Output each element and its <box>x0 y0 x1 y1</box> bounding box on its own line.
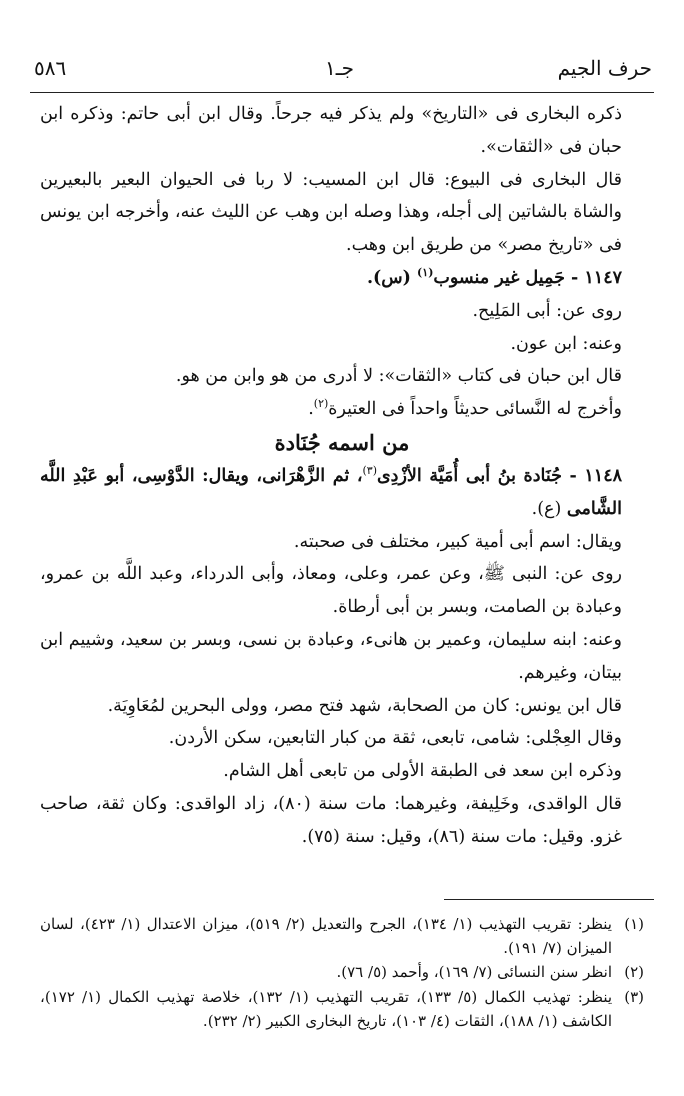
footnote <box>40 960 644 984</box>
entry-1148-narrated-from: روى عن: النبى ﷺ، وعن عمر، وعلى، ومعاذ، وأبى الدرداء، وعبد اللَّه بن عمرو، وعبادة بن الصامت، وبسر بن أبى أرطاة. <box>40 564 622 618</box>
entry-1148-waqidi: قال الواقدى، وخَلِيفة، وغيرهما: مات سنة (٨٠)، زاد الواقدى: وكان ثقة، صاحب غزو. وقيل: مات سنة (٨٦)، وقيل: سنة (٧٥). <box>40 793 622 847</box>
section-heading: حرف الجيم <box>557 56 652 80</box>
entry-1147-narrators: وعنه: ابن عون. <box>510 333 622 354</box>
footnote <box>40 912 644 960</box>
entry-1147-ibn-hibban: قال ابن حبان فى كتاب «الثقات»: لا أدرى من هو وابن من هو. <box>175 366 622 387</box>
volume-label: جـ١ <box>325 56 354 80</box>
paragraph-bukhari-tarikh: ذكره البخارى فى «التاريخ» ولم يذكر فيه جرحاً. وقال ابن أبى حاتم: وذكره ابن حبان فى «الثقات». <box>40 104 622 157</box>
entry-1148-ibn-saad: وذكره ابن سعد فى الطبقة الأولى من تابعى أهل الشام. <box>223 761 622 782</box>
footnote <box>40 985 644 1033</box>
footnotes <box>40 912 644 1033</box>
entry-1148-also-said: ويقال: اسم أبى أمية كبير، مختلف فى صحبته. <box>293 531 622 552</box>
footnote-ref-2: (٢) <box>313 397 329 411</box>
entry-1148-ibn-yunus: قال ابن يونس: كان من الصحابة، شهد فتح مصر، وولى البحرين لمُعَاوِيَة. <box>107 695 622 716</box>
page-header <box>30 50 654 93</box>
footnote-text: انظر سنن النسائى (٧/ ١٦٩)، وأحمد (٥/ ٧٦). <box>336 963 612 982</box>
entry-1148-ijli: وقال العِجْلى: شامى، تابعى، ثقة من كبار التابعين، سكن الأردن. <box>168 728 622 749</box>
footnote-ref-3: (٣) <box>362 464 377 478</box>
section-title: من اسمه جُنَادة <box>274 429 410 455</box>
footnote-text: ينظر: تقريب التهذيب (١/ ١٣٤)، الجرح والتعديل (٢/ ٥١٩)، ميزان الاعتدال (١/ ٤٢٣)، لسان الميزان (٧/ ١٩١). <box>40 915 612 958</box>
paragraph-bukhari-buyu: قال البخارى فى البيوع: قال ابن المسيب: لا ربا فى الحيوان البعير بالبعيرين والشاة بالشاتين إلى أجله، وهذا وصله ابن وهب عن الليث عنه، وأخرجه ابن يونس فى «تاريخ مصر» من طريق ابن وهب. <box>40 169 622 256</box>
footnote-number: (١) <box>624 915 644 933</box>
entry-1147-narrated-from: روى عن: أبى المَلِيح. <box>472 300 622 321</box>
entry-1148-narrators: وعنه: ابنه سليمان، وعمير بن هانىء، وعبادة بن نسى، وبسر بن سعيد، وشييم ابن بيتان، وغيرهم. <box>40 629 622 683</box>
page-number: ٥٨٦ <box>34 56 67 80</box>
entry-1148-heading: ١١٤٨ - جُنَادة بنُ أبى أُمَيَّة الأزْدِى$^{(٣)}$، ثم الزَّهْرَانى، ويقال: الدَّوْسِى، أبو عَبْدِ اللَّه الشَّامى (ع). <box>40 464 622 519</box>
main-text <box>40 98 644 854</box>
footnote-number: (٣) <box>624 987 644 1006</box>
entry-1147-heading: ١١٤٧ - جَمِيل غير منسوب$^{(١)}$ (س). <box>366 266 622 288</box>
entry-1147-nasai: وأخرج له النَّسائى حديثاً واحداً فى العتيرة$^{(٢)}$. <box>308 397 622 420</box>
footnote-text: ينظر: تهذيب الكمال (٥/ ١٣٣)، تقريب التهذيب (١/ ١٣٢)، خلاصة تهذيب الكمال (١/ ١٧٢)، الكاشف (١/ ١٨٨)، الثقات (٤/ ١٠٣)، تاريخ البخارى الكبير (٢/ ٢٣٢). <box>40 987 613 1030</box>
footnote-divider <box>444 899 654 900</box>
footnote-ref-1: (١) <box>417 266 434 280</box>
footnote-number: (٢) <box>624 963 644 982</box>
